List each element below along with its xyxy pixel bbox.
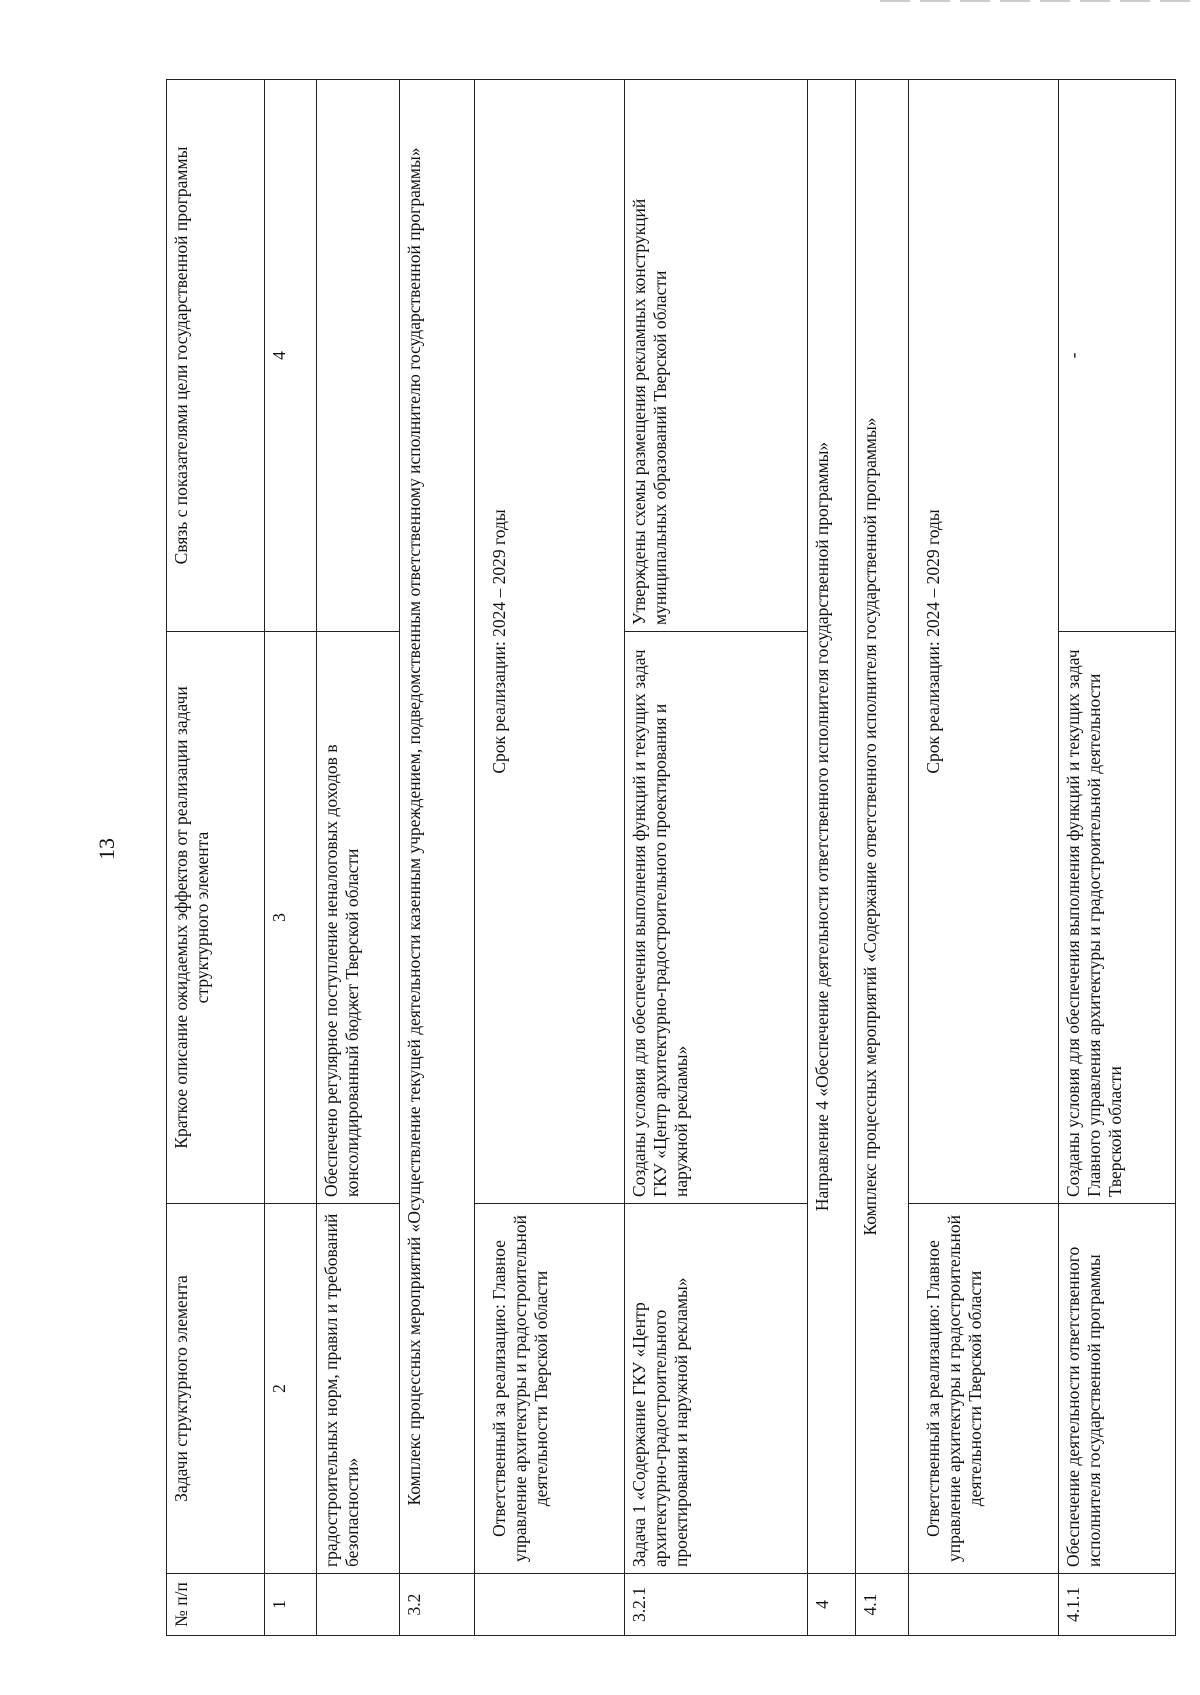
row-effect: Обеспечено регулярное поступление неналоговых доходов в консолидированный бюджет Тверской области [316, 632, 399, 1204]
scan-edge-mark [880, 0, 1200, 2]
row-num [316, 1574, 399, 1636]
row-num: 3.2.1 [625, 1574, 808, 1636]
row-responsible: Ответственный за реализацию: Главное управление архитектуры и градостроительной деятельности Тверской области [475, 1204, 625, 1574]
row-num: 4.1 [856, 1574, 908, 1636]
table-row [625, 80, 808, 1636]
row-num [908, 1574, 1058, 1636]
row-num: 3.2 [400, 1574, 475, 1636]
row-period: Срок реализации: 2024 – 2029 годы [908, 80, 1058, 1204]
row-num: 4.1.1 [1058, 1574, 1175, 1636]
row-task: Задача 1 «Содержание ГКУ «Центр архитектурно-градостроительного проектирования и наружной рекламы» [625, 1204, 808, 1574]
row-span-title: Направление 4 «Обеспечение деятельности ответственного исполнителя государственной программы» [807, 80, 856, 1574]
index-cell: 2 [264, 1204, 316, 1574]
row-task: Обеспечение деятельности ответственного исполнителя государственной программы [1058, 1204, 1175, 1574]
header-effect: Краткое описание ожидаемых эффектов от реализации задачи структурного элемента [167, 632, 265, 1204]
table-header-row [167, 80, 265, 1636]
row-period: Срок реализации: 2024 – 2029 годы [475, 80, 625, 1204]
row-span-title: Комплекс процессных мероприятий «Осуществление текущей деятельности казенным учреждением, подведомственным ответственному исполнителю государственной программы» [400, 80, 475, 1574]
table-row [856, 80, 908, 1636]
row-task: градостроительных норм, правил и требований безопасности» [316, 1204, 399, 1574]
row-responsible: Ответственный за реализацию: Главное управление архитектуры и градостроительной деятельности Тверской области [908, 1204, 1058, 1574]
table-row [475, 80, 625, 1636]
row-num [475, 1574, 625, 1636]
header-num: № п/п [167, 1574, 265, 1636]
row-num: 4 [807, 1574, 856, 1636]
header-task: Задачи структурного элемента [167, 1204, 265, 1574]
index-cell: 4 [264, 80, 316, 632]
header-link: Связь с показателями цели государственной программы [167, 80, 265, 632]
index-cell: 3 [264, 632, 316, 1204]
row-span-title: Комплекс процессных мероприятий «Содержание ответственного исполнителя государственной программы» [856, 80, 908, 1574]
row-effect: Созданы условия для обеспечения выполнения функций и текущих задач ГКУ «Центр архитектурно-градостроительного проектирования и наружной рекламы» [625, 632, 808, 1204]
rotated-table-container [166, 80, 1176, 1636]
table-row [908, 80, 1058, 1636]
table-row [1058, 80, 1175, 1636]
row-effect: Созданы условия для обеспечения выполнения функций и текущих задач Главного управления архитектуры и градостроительной деятельности Тверской области [1058, 632, 1175, 1204]
table-row [807, 80, 856, 1636]
goals-table [166, 79, 1176, 1636]
table-index-row [264, 80, 316, 1636]
row-link: - [1058, 80, 1175, 632]
row-link [316, 80, 399, 632]
table-row [400, 80, 475, 1636]
table-row [316, 80, 399, 1636]
index-cell: 1 [264, 1574, 316, 1636]
page-number: 13 [94, 838, 119, 860]
row-link: Утверждены схемы размещения рекламных конструкций муниципальных образований Тверской области [625, 80, 808, 632]
